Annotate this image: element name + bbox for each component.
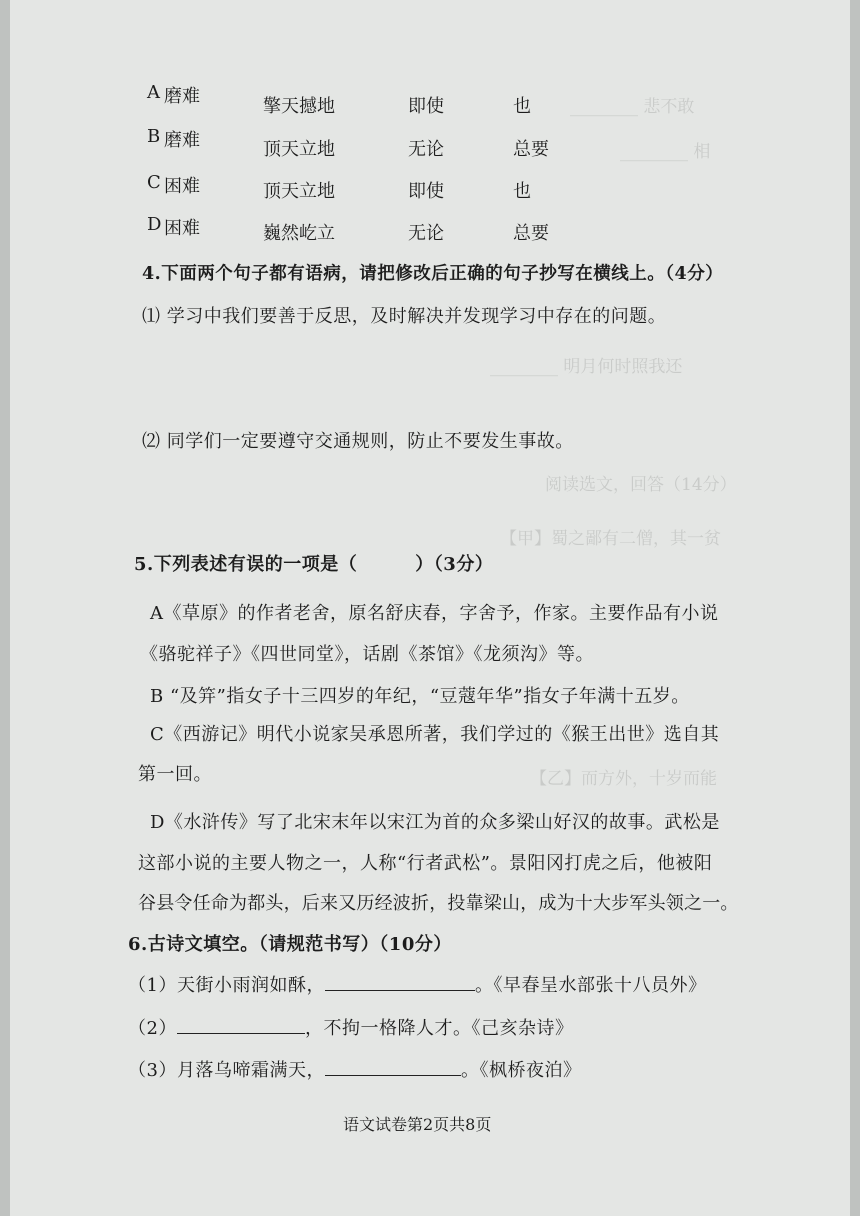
poem-line-1 (128, 971, 706, 997)
poem-line-2 (128, 1014, 573, 1040)
poem-line-3-text: （3）月落乌啼霜满天， (128, 1060, 325, 1081)
poem-line-3-source: 。《枫桥夜泊》 (460, 1060, 582, 1081)
option-word: 磨难 (164, 130, 200, 151)
bleed-through-text: ________ 悲不敢 (570, 97, 695, 117)
option-word: 擎天撼地 (263, 96, 335, 117)
option-word: 无论 (408, 139, 444, 160)
option-word: 巍然屹立 (263, 223, 335, 244)
option-word: 磨难 (164, 86, 200, 107)
option-word: 即使 (408, 96, 444, 117)
poem-line-2-text: ，不拘一格降人才。《己亥杂诗》 (304, 1018, 574, 1039)
option-word: 无论 (408, 223, 444, 244)
question-5-title-text: 5.下列表述有误的一项是（ (134, 554, 358, 575)
option-word: 也 (513, 181, 531, 202)
question-4-sentence-2: ⑵ 同学们一定要遵守交通规则，防止不要发生事故。 (142, 431, 574, 452)
answer-blank-3[interactable] (325, 1074, 461, 1076)
page-footer: 语文试卷第2页共8页 (343, 1115, 492, 1134)
option-word: 顶天立地 (263, 139, 335, 160)
option-a-line-2: 《骆驼祥子》《四世同堂》，话剧《茶馆》《龙须沟》等。 (140, 644, 594, 665)
option-word: 即使 (408, 181, 444, 202)
poem-line-1-text: （1）天街小雨润如酥， (128, 975, 325, 996)
bleed-through-text: 【甲】蜀之鄙有二僧，其一贫 (500, 529, 721, 549)
option-word: 也 (513, 96, 531, 117)
question-4-sentence-1: ⑴ 学习中我们要善于反思，及时解决并发现学习中存在的问题。 (142, 306, 667, 327)
option-word: 总要 (513, 139, 549, 160)
answer-blank-1[interactable] (325, 989, 475, 991)
question-4-title: 4.下面两个句子都有语病，请把修改后正确的句子抄写在横线上。（4分） (142, 264, 724, 284)
answer-blank-2[interactable] (177, 1032, 305, 1034)
option-d-line-3: 谷县令任命为都头，后来又历经波折，投靠梁山，成为十大步军头领之一。 (138, 893, 739, 914)
bleed-through-text: 【乙】而方外，十岁而能 (530, 769, 717, 789)
exam-page (10, 0, 850, 1216)
option-word: 困难 (164, 218, 200, 239)
poem-line-2-number: （2） (128, 1018, 177, 1039)
option-label: A (147, 82, 160, 103)
option-d-line-1: D《水浒传》写了北宋末年以宋江为首的众多梁山好汉的故事。武松是 (150, 812, 720, 833)
question-5-score: ）（3分） (415, 554, 494, 575)
question-5-title (134, 550, 493, 576)
poem-line-1-source: 。《早春呈水部张十八员外》 (474, 975, 707, 996)
question-6-title: 6.古诗文填空。（请规范书写）（10分） (128, 934, 452, 955)
option-label: B (147, 126, 161, 147)
option-word: 顶天立地 (263, 181, 335, 202)
bleed-through-text: 阅读选文，回答（14分） (545, 475, 737, 495)
option-word: 困难 (164, 176, 200, 197)
option-c-line-1: C《西游记》明代小说家吴承恩所著，我们学过的《猴王出世》选自其 (150, 724, 720, 745)
bleed-through-text: ________ 相 (620, 142, 711, 162)
bleed-through-text: ________ 明月何时照我还 (490, 357, 683, 377)
poem-line-3 (128, 1056, 581, 1082)
option-word: 总要 (513, 223, 549, 244)
option-c-line-2: 第一回。 (138, 764, 212, 785)
option-label: D (147, 214, 162, 235)
option-a-line-1: A《草原》的作者老舍，原名舒庆春，字舍予，作家。主要作品有小说 (150, 603, 719, 624)
option-d-line-2: 这部小说的主要人物之一，人称“行者武松”。景阳冈打虎之后，他被阳 (138, 853, 713, 874)
option-b-line: B “及笄”指女子十三四岁的年纪，“豆蔻年华”指女子年满十五岁。 (150, 686, 690, 707)
option-label: C (147, 172, 161, 193)
